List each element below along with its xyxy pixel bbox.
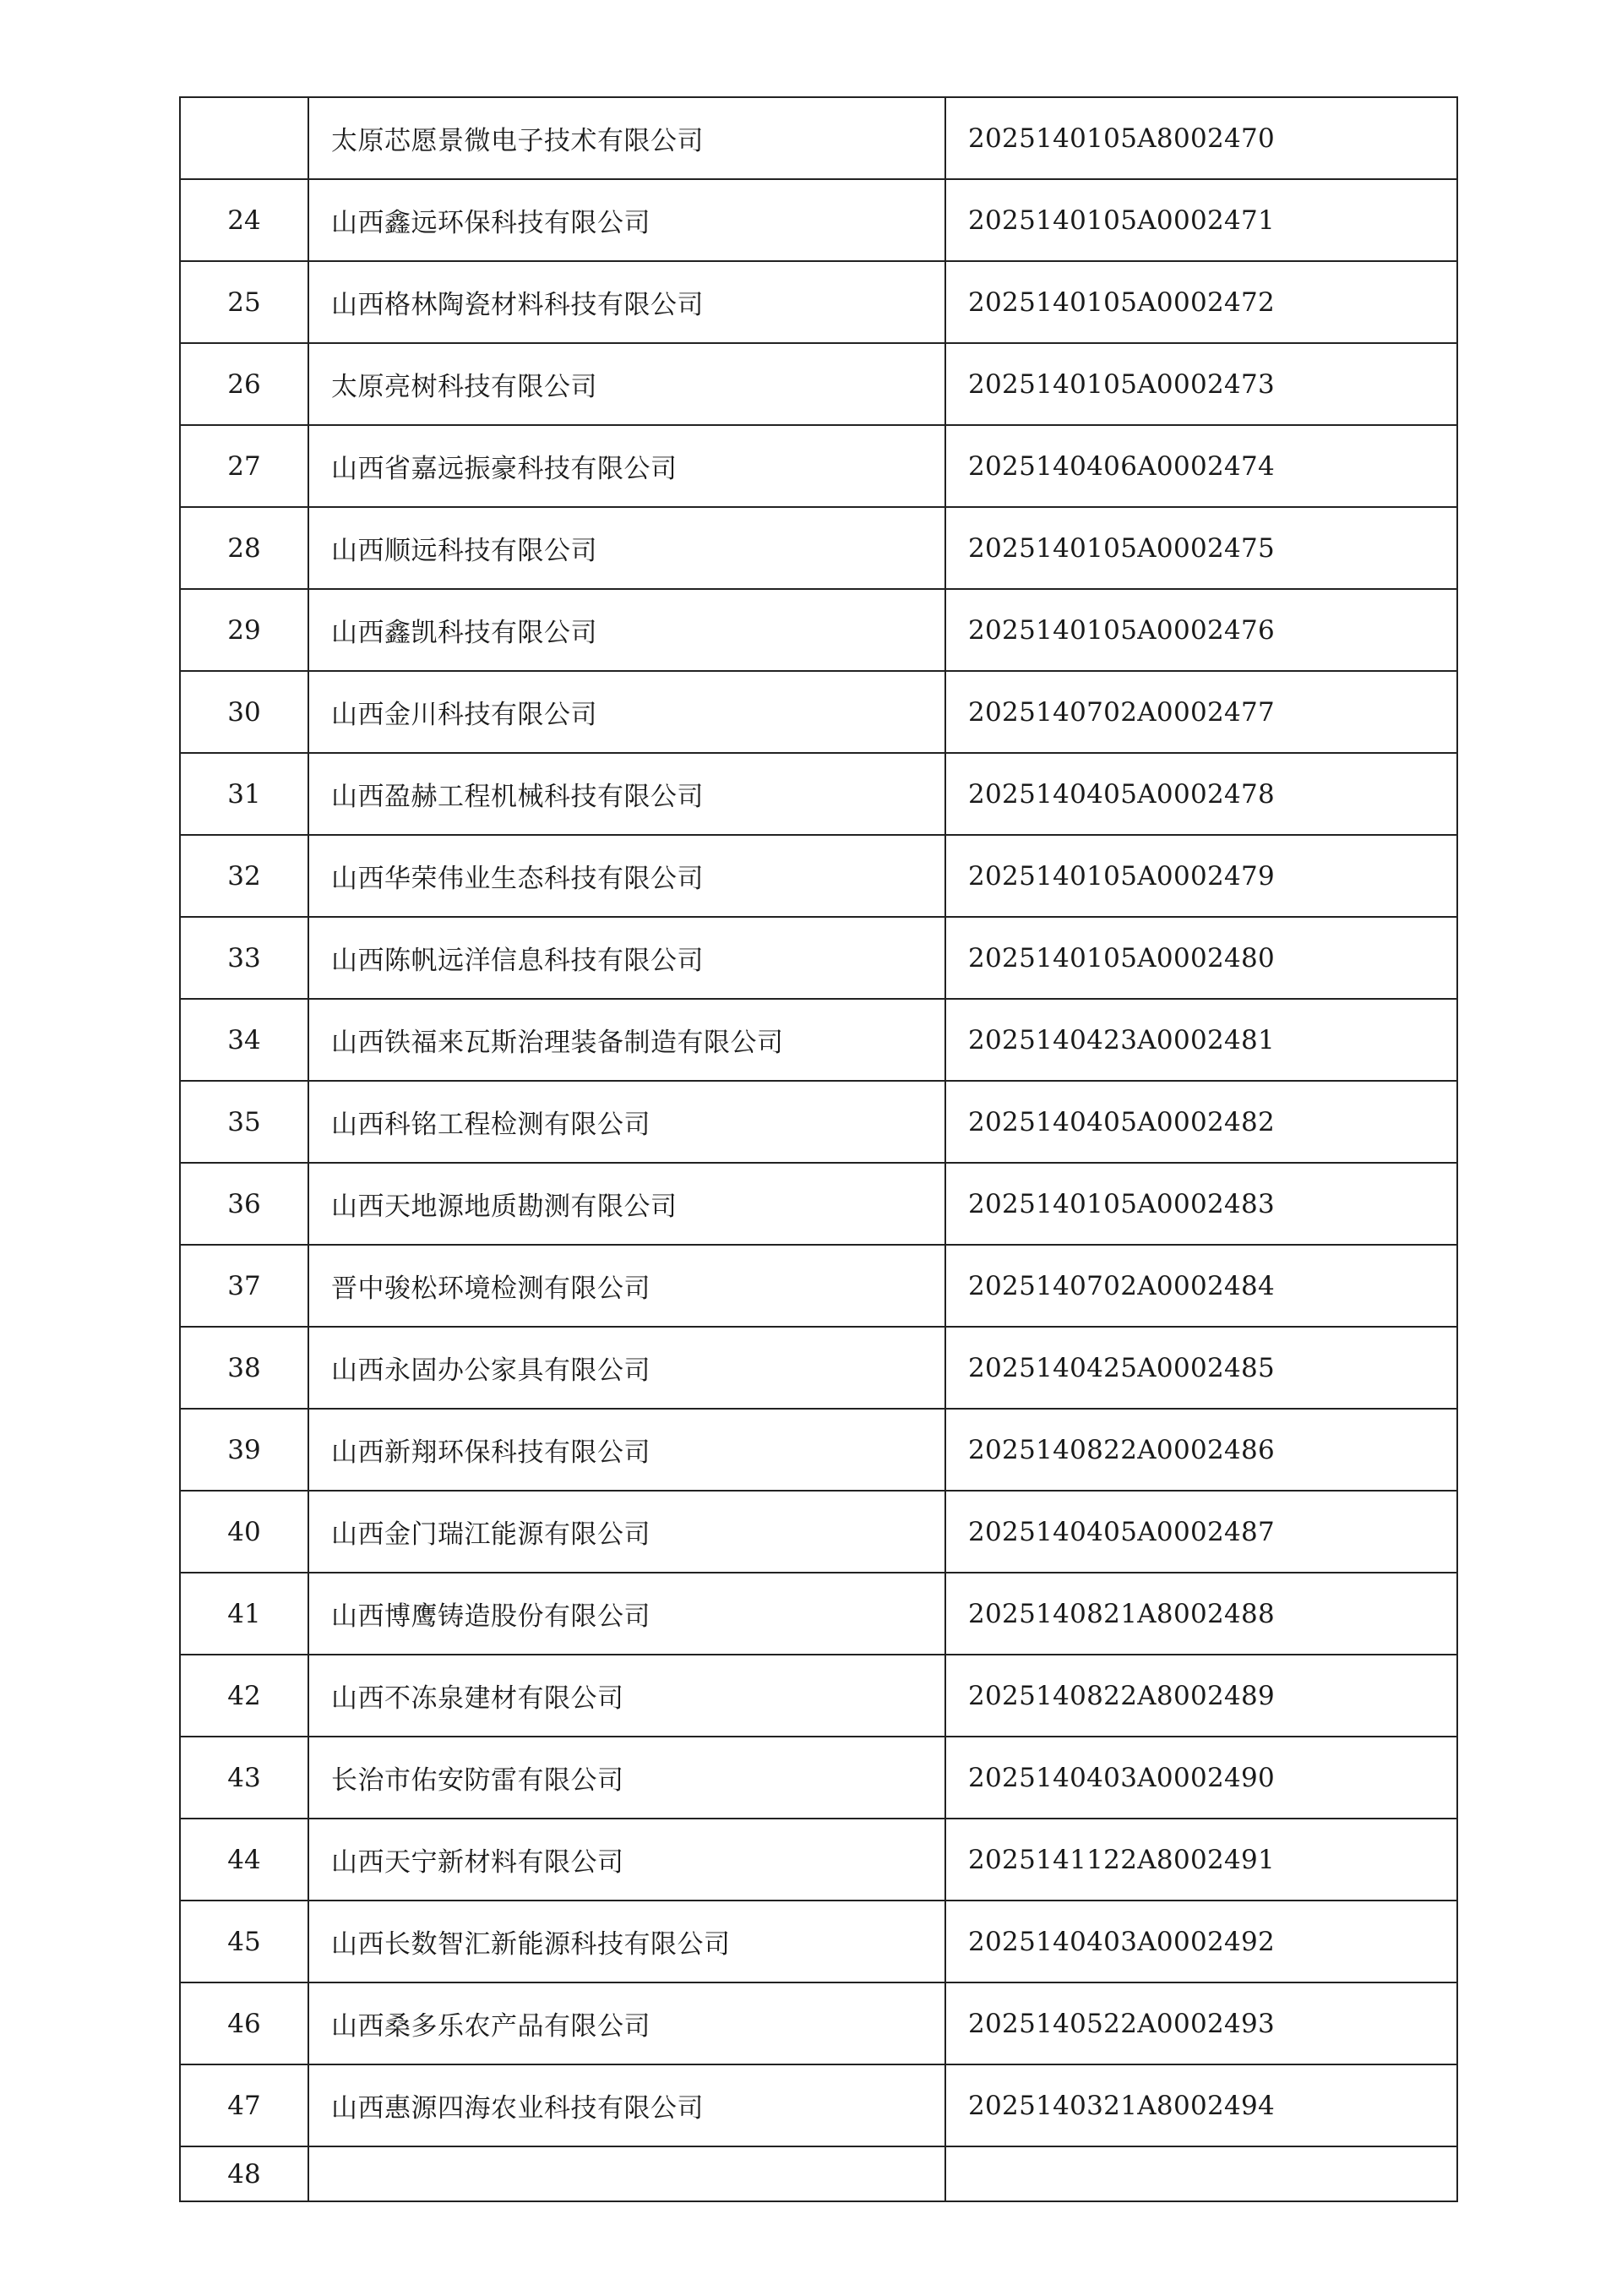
registration-code: 2025140405A0002478 (945, 753, 1457, 835)
table-row (180, 2064, 1457, 2146)
registration-code: 2025140105A0002476 (945, 589, 1457, 671)
row-number: 37 (180, 1245, 308, 1327)
registration-code: 2025140406A0002474 (945, 425, 1457, 507)
row-number: 38 (180, 1327, 308, 1409)
table-row (180, 97, 1457, 179)
table-row (180, 589, 1457, 671)
company-registry-table (179, 96, 1458, 2202)
company-name: 山西惠源四海农业科技有限公司 (308, 2064, 945, 2146)
table-row (180, 1573, 1457, 1655)
company-name (308, 2146, 945, 2201)
table-row (180, 507, 1457, 589)
company-name: 山西鑫远环保科技有限公司 (308, 179, 945, 261)
row-number: 28 (180, 507, 308, 589)
table-row (180, 1737, 1457, 1819)
company-name: 山西省嘉远振豪科技有限公司 (308, 425, 945, 507)
company-name: 山西鑫凯科技有限公司 (308, 589, 945, 671)
company-name: 山西金川科技有限公司 (308, 671, 945, 753)
registration-code: 2025141122A8002491 (945, 1819, 1457, 1901)
registration-code: 2025140105A0002475 (945, 507, 1457, 589)
company-name: 山西华荣伟业生态科技有限公司 (308, 835, 945, 917)
registration-code: 2025140702A0002484 (945, 1245, 1457, 1327)
registration-code: 2025140105A0002473 (945, 343, 1457, 425)
table-row (180, 917, 1457, 999)
row-number: 46 (180, 1982, 308, 2064)
row-number: 45 (180, 1901, 308, 1982)
row-number: 44 (180, 1819, 308, 1901)
table-row (180, 261, 1457, 343)
company-name: 山西陈帆远洋信息科技有限公司 (308, 917, 945, 999)
row-number: 29 (180, 589, 308, 671)
company-name: 太原亮树科技有限公司 (308, 343, 945, 425)
row-number: 32 (180, 835, 308, 917)
table-row (180, 1819, 1457, 1901)
row-number: 47 (180, 2064, 308, 2146)
row-number: 27 (180, 425, 308, 507)
registration-code: 2025140405A0002487 (945, 1491, 1457, 1573)
row-number: 42 (180, 1655, 308, 1737)
company-name: 山西不冻泉建材有限公司 (308, 1655, 945, 1737)
row-number: 43 (180, 1737, 308, 1819)
registration-code: 2025140522A0002493 (945, 1982, 1457, 2064)
row-number: 25 (180, 261, 308, 343)
table-row (180, 1409, 1457, 1491)
company-name: 山西铁福来瓦斯治理装备制造有限公司 (308, 999, 945, 1081)
table-row (180, 1081, 1457, 1163)
row-number: 41 (180, 1573, 308, 1655)
table-row (180, 1491, 1457, 1573)
table-body (180, 97, 1457, 2201)
company-name: 山西桑多乐农产品有限公司 (308, 1982, 945, 2064)
table-row (180, 1901, 1457, 1982)
registration-code: 2025140403A0002490 (945, 1737, 1457, 1819)
registration-code: 2025140702A0002477 (945, 671, 1457, 753)
registration-code: 2025140822A8002489 (945, 1655, 1457, 1737)
table-row (180, 1655, 1457, 1737)
company-name: 山西顺远科技有限公司 (308, 507, 945, 589)
company-name: 山西金门瑞江能源有限公司 (308, 1491, 945, 1573)
registration-code: 2025140403A0002492 (945, 1901, 1457, 1982)
table-row (180, 2146, 1457, 2201)
registration-code: 2025140105A0002479 (945, 835, 1457, 917)
company-name: 山西永固办公家具有限公司 (308, 1327, 945, 1409)
row-number: 34 (180, 999, 308, 1081)
company-name: 山西天地源地质勘测有限公司 (308, 1163, 945, 1245)
table-row (180, 179, 1457, 261)
row-number: 36 (180, 1163, 308, 1245)
registration-code: 2025140105A0002472 (945, 261, 1457, 343)
table-row (180, 671, 1457, 753)
registration-code: 2025140423A0002481 (945, 999, 1457, 1081)
company-name: 山西天宁新材料有限公司 (308, 1819, 945, 1901)
table-row (180, 1245, 1457, 1327)
company-name: 太原芯愿景微电子技术有限公司 (308, 97, 945, 179)
row-number: 33 (180, 917, 308, 999)
registration-code: 2025140321A8002494 (945, 2064, 1457, 2146)
row-number: 24 (180, 179, 308, 261)
table-row (180, 753, 1457, 835)
company-name: 山西新翔环保科技有限公司 (308, 1409, 945, 1491)
registration-code (945, 2146, 1457, 2201)
row-number: 48 (180, 2146, 308, 2201)
table-row (180, 343, 1457, 425)
registration-code: 2025140105A0002471 (945, 179, 1457, 261)
row-number: 31 (180, 753, 308, 835)
row-number: 40 (180, 1491, 308, 1573)
registration-code: 2025140105A8002470 (945, 97, 1457, 179)
row-number: 26 (180, 343, 308, 425)
table-row (180, 425, 1457, 507)
row-number: 35 (180, 1081, 308, 1163)
registration-code: 2025140821A8002488 (945, 1573, 1457, 1655)
company-name: 山西盈赫工程机械科技有限公司 (308, 753, 945, 835)
company-name: 晋中骏松环境检测有限公司 (308, 1245, 945, 1327)
registration-code: 2025140105A0002483 (945, 1163, 1457, 1245)
registration-code: 2025140822A0002486 (945, 1409, 1457, 1491)
row-number: 39 (180, 1409, 308, 1491)
company-name: 长治市佑安防雷有限公司 (308, 1737, 945, 1819)
registration-code: 2025140405A0002482 (945, 1081, 1457, 1163)
table-row (180, 1982, 1457, 2064)
company-name: 山西博鹰铸造股份有限公司 (308, 1573, 945, 1655)
company-name: 山西格林陶瓷材料科技有限公司 (308, 261, 945, 343)
row-number (180, 97, 308, 179)
registration-code: 2025140425A0002485 (945, 1327, 1457, 1409)
company-name: 山西长数智汇新能源科技有限公司 (308, 1901, 945, 1982)
table-row (180, 1327, 1457, 1409)
table-row (180, 1163, 1457, 1245)
table-row (180, 835, 1457, 917)
registration-code: 2025140105A0002480 (945, 917, 1457, 999)
row-number: 30 (180, 671, 308, 753)
company-name: 山西科铭工程检测有限公司 (308, 1081, 945, 1163)
table-row (180, 999, 1457, 1081)
